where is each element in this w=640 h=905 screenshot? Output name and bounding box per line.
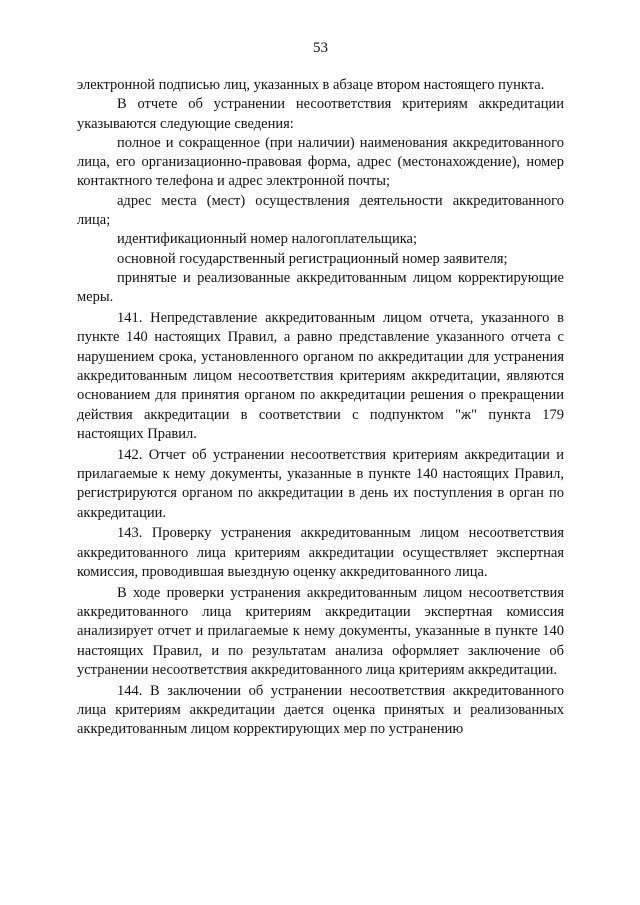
page-number: 53	[313, 40, 328, 56]
paragraph-item-name: полное и сокращенное (при наличии) наименования аккредитованного лица, его организационно-правовая форма, адрес (местонахождение), номер контактного телефона и адрес электронной почты;	[77, 134, 564, 190]
paragraph-item-address: адрес места (мест) осуществления деятельности аккредитованного лица;	[77, 192, 564, 229]
document-body	[77, 76, 564, 740]
paragraph-report-contents-intro: В отчете об устранении несоответствия критериям аккредитации указываются следующие сведения:	[77, 96, 564, 132]
paragraph-clause-141: 141. Непредставление аккредитованным лицом отчета, указанного в пункте 140 настоящих Правил, а равно представление указанного отчета с нарушением срока, установленного органом по аккредитации для устранения аккредитованным лицом несоответствия критериям аккредитации, являются основанием для принятия органом по аккредитации решения о прекращении действия аккредитации в соответствии с подпунктом "ж" пункта 179 настоящих Правил.	[77, 310, 564, 442]
paragraph-clause-144: 144. В заключении об устранении несоответствия аккредитованного лица критериям аккредитации дается оценка принятых и реализованных аккредитованным лицом корректирующих мер по устранению	[77, 682, 564, 738]
paragraph-item-inn: идентификационный номер налогоплательщика;	[117, 231, 418, 248]
paragraph-item-ogrn: основной государственный регистрационный номер заявителя;	[117, 250, 508, 267]
paragraph-continuation: электронной подписью лиц, указанных в абзаце втором настоящего пункта.	[77, 77, 545, 93]
paragraph-clause-143: 143. Проверку устранения аккредитованным лицом несоответствия аккредитованного лица критериям аккредитации осуществляет экспертная комиссия, проводившая выездную оценку аккредитованного лица.	[77, 525, 564, 580]
paragraph-clause-143-review: В ходе проверки устранения аккредитованным лицом несоответствия аккредитованного лица критериям аккредитации экспертная комиссия анализирует отчет и прилагаемые к нему документы, указанные в пункте 140 настоящих Правил, и по результатам анализа оформляет заключение об устранении несоответствия аккредитованного лица критериям аккредитации.	[77, 584, 564, 678]
paragraph-item-measures: принятые и реализованные аккредитованным лицом корректирующие меры.	[77, 269, 564, 306]
paragraph-clause-142: 142. Отчет об устранении несоответствия критериям аккредитации и прилагаемые к нему документы, указанные в пункте 140 настоящих Правил, регистрируются органом по аккредитации в день их поступления в орган по аккредитации.	[77, 446, 564, 521]
